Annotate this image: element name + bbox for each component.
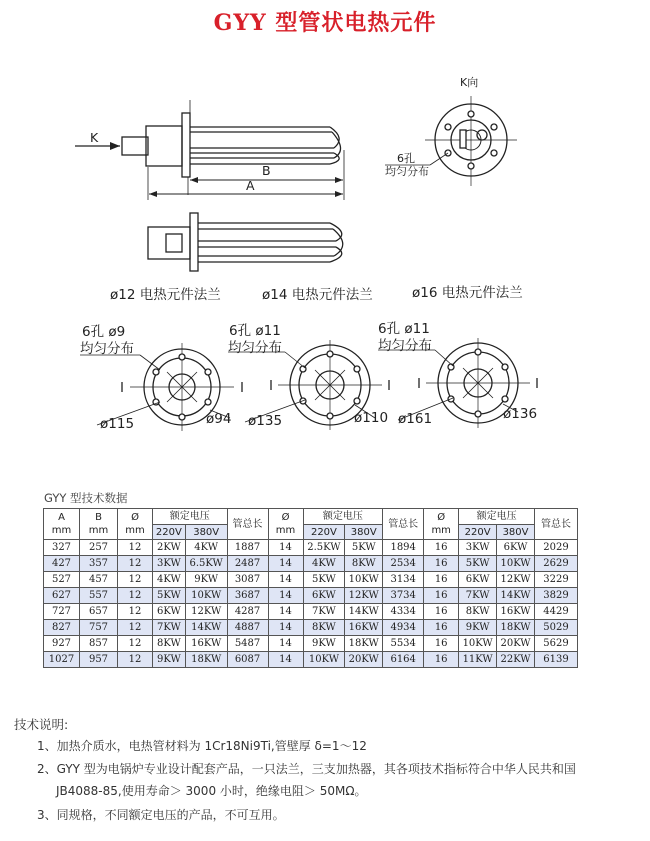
flange-1-outer: ø115 (100, 416, 135, 432)
table-cell: 1027 (44, 652, 80, 668)
table-cell: 4334 (383, 604, 424, 620)
table-cell: 16 (424, 556, 459, 572)
note-item: 3、同规格，不同额定电压的产品，不可互用。 (37, 808, 285, 822)
table-cell: 2629 (535, 556, 578, 572)
k-view-dist-label: 均匀分布 (385, 165, 429, 178)
table-cell: 6139 (535, 652, 578, 668)
table-cell: 7KW (303, 604, 345, 620)
table-cell: 5KW (345, 540, 383, 556)
table-cell: 527 (44, 572, 80, 588)
spec-table (43, 508, 578, 668)
table-cell: 1894 (383, 540, 424, 556)
table-cell: 6KW (303, 588, 345, 604)
table-cell: 957 (80, 652, 118, 668)
table-cell: 327 (44, 540, 80, 556)
heater-side-view-2 (148, 213, 343, 271)
table-cell: 12 (118, 636, 153, 652)
table-cell: 857 (80, 636, 118, 652)
flange-1-holes: 6孔 ø9 (82, 324, 126, 340)
table-cell: 3229 (535, 572, 578, 588)
table-cell: 2029 (535, 540, 578, 556)
table-cell: 557 (80, 588, 118, 604)
dim-b-label: B (262, 163, 271, 178)
table-cell: 6KW (497, 540, 535, 556)
col-voltage-12: 额定电压 (153, 509, 228, 525)
table-cell: 2KW (153, 540, 186, 556)
table-cell: 8KW (459, 604, 497, 620)
flange-1-inner: ø94 (206, 411, 232, 427)
table-cell: 4KW (153, 572, 186, 588)
table-row (44, 636, 578, 652)
table-cell: 4934 (383, 620, 424, 636)
table-cell: 12 (118, 604, 153, 620)
table-cell: 18KW (497, 620, 535, 636)
table-cell: 657 (80, 604, 118, 620)
table-cell: 10KW (345, 572, 383, 588)
table-cell: 6KW (459, 572, 497, 588)
table-cell: 18KW (345, 636, 383, 652)
table-cell: 5KW (303, 572, 345, 588)
table-header-row (44, 509, 578, 525)
table-cell: 12 (118, 556, 153, 572)
notes-heading: 技术说明: (14, 717, 69, 732)
table-cell: 10KW (185, 588, 227, 604)
table-cell: 3087 (227, 572, 268, 588)
table-cell: 2534 (383, 556, 424, 572)
table-cell: 9KW (185, 572, 227, 588)
table-cell: 14 (268, 604, 303, 620)
col-phi-14: Ø mm (268, 509, 303, 540)
table-cell: 3134 (383, 572, 424, 588)
col-voltage-14: 额定电压 (303, 509, 383, 525)
col-220v: 220V (153, 525, 186, 540)
table-cell: 8KW (345, 556, 383, 572)
table-cell: 3734 (383, 588, 424, 604)
flange-2-inner: ø110 (354, 410, 389, 426)
k-view-holes-label: 6孔 (397, 152, 415, 165)
note-item: 2、GYY 型为电锅炉专业设计配套产品，一只法兰，三支加热器，其各项技术指标符合中华人民共和国 (37, 762, 576, 776)
table-cell: 12 (118, 620, 153, 636)
flange-2-holes: 6孔 ø11 (229, 323, 281, 339)
col-220v: 220V (459, 525, 497, 540)
col-b: B mm (80, 509, 118, 540)
table-cell: 8KW (153, 636, 186, 652)
table-cell: 12KW (185, 604, 227, 620)
table-cell: 9KW (303, 636, 345, 652)
table-cell: 14 (268, 636, 303, 652)
page-title: GYY 型管状电热元件 (213, 10, 437, 36)
col-length-16: 管总长 (535, 509, 578, 540)
table-row (44, 620, 578, 636)
flange-3-dist: 均匀分布 (378, 338, 432, 354)
col-380v: 380V (185, 525, 227, 540)
table-cell: 14KW (345, 604, 383, 620)
table-cell: 9KW (153, 652, 186, 668)
table-cell: 14 (268, 652, 303, 668)
table-cell: 9KW (459, 620, 497, 636)
table-cell: 1887 (227, 540, 268, 556)
col-380v: 380V (345, 525, 383, 540)
table-cell: 5KW (153, 588, 186, 604)
table-cell: 5KW (459, 556, 497, 572)
col-length-14: 管总长 (383, 509, 424, 540)
table-cell: 12 (118, 588, 153, 604)
heater-side-view (75, 100, 344, 200)
table-cell: 427 (44, 556, 80, 572)
col-phi-12: Ø mm (118, 509, 153, 540)
table-cell: 10KW (459, 636, 497, 652)
col-length-12: 管总长 (227, 509, 268, 540)
table-cell: 20KW (497, 636, 535, 652)
table-cell: 927 (44, 636, 80, 652)
table-row (44, 652, 578, 668)
note-item: JB4088-85,使用寿命＞ 3000 小时，绝缘电阻＞ 50MΩ。 (56, 784, 367, 798)
col-220v: 220V (303, 525, 345, 540)
table-cell: 12KW (497, 572, 535, 588)
table-cell: 14 (268, 540, 303, 556)
k-view-label: K向 (460, 76, 479, 89)
table-cell: 10KW (497, 556, 535, 572)
table-cell: 4429 (535, 604, 578, 620)
col-380v: 380V (497, 525, 535, 540)
table-cell: 5487 (227, 636, 268, 652)
col-phi-16: Ø mm (424, 509, 459, 540)
table-cell: 12KW (345, 588, 383, 604)
flange-1-dist: 均匀分布 (80, 341, 134, 357)
table-title: GYY 型技术数据 (44, 491, 128, 505)
flange-3-outer: ø161 (398, 411, 433, 427)
table-cell: 4KW (303, 556, 345, 572)
table-cell: 20KW (345, 652, 383, 668)
table-cell: 6KW (153, 604, 186, 620)
table-cell: 16 (424, 604, 459, 620)
table-cell: 14 (268, 620, 303, 636)
table-cell: 6087 (227, 652, 268, 668)
table-cell: 16 (424, 540, 459, 556)
table-cell: 18KW (185, 652, 227, 668)
table-cell: 16KW (185, 636, 227, 652)
table-cell: 6164 (383, 652, 424, 668)
table-row (44, 540, 578, 556)
k-arrow-label: K (90, 130, 99, 145)
flange-3-inner: ø136 (503, 406, 538, 422)
table-cell: 3KW (153, 556, 186, 572)
dim-a-label: A (246, 178, 255, 193)
table-cell: 357 (80, 556, 118, 572)
caption-flange-12: ø12 电热元件法兰 (110, 287, 221, 303)
table-cell: 457 (80, 572, 118, 588)
table-cell: 16 (424, 572, 459, 588)
table-cell: 10KW (303, 652, 345, 668)
table-cell: 727 (44, 604, 80, 620)
table-cell: 6.5KW (185, 556, 227, 572)
table-cell: 627 (44, 588, 80, 604)
table-cell: 2487 (227, 556, 268, 572)
table-row (44, 588, 578, 604)
table-cell: 5534 (383, 636, 424, 652)
table-cell: 7KW (459, 588, 497, 604)
col-voltage-16: 额定电压 (459, 509, 535, 525)
table-cell: 4KW (185, 540, 227, 556)
table-cell: 12 (118, 652, 153, 668)
table-row (44, 572, 578, 588)
table-cell: 3829 (535, 588, 578, 604)
table-cell: 5629 (535, 636, 578, 652)
col-a: A mm (44, 509, 80, 540)
table-cell: 16KW (497, 604, 535, 620)
table-cell: 12 (118, 540, 153, 556)
table-cell: 14 (268, 588, 303, 604)
table-cell: 16 (424, 652, 459, 668)
table-cell: 14 (268, 572, 303, 588)
table-cell: 3KW (459, 540, 497, 556)
table-cell: 7KW (153, 620, 186, 636)
table-cell: 4887 (227, 620, 268, 636)
table-cell: 16KW (345, 620, 383, 636)
flange-3-holes: 6孔 ø11 (378, 321, 430, 337)
table-cell: 5029 (535, 620, 578, 636)
table-row (44, 556, 578, 572)
table-cell: 827 (44, 620, 80, 636)
table-cell: 3687 (227, 588, 268, 604)
table-cell: 8KW (303, 620, 345, 636)
table-cell: 757 (80, 620, 118, 636)
table-cell: 257 (80, 540, 118, 556)
table-cell: 2.5KW (303, 540, 345, 556)
table-cell: 16 (424, 636, 459, 652)
table-cell: 14KW (185, 620, 227, 636)
table-cell: 12 (118, 572, 153, 588)
caption-flange-16: ø16 电热元件法兰 (412, 285, 523, 301)
flange-2-outer: ø135 (248, 413, 283, 429)
table-cell: 16 (424, 620, 459, 636)
table-cell: 14KW (497, 588, 535, 604)
table-row (44, 604, 578, 620)
table-cell: 16 (424, 588, 459, 604)
caption-flange-14: ø14 电热元件法兰 (262, 287, 373, 303)
table-cell: 11KW (459, 652, 497, 668)
note-item: 1、加热介质水，电热管材料为 1Cr18Ni9Ti,管壁厚 δ=1～12 (37, 739, 367, 753)
table-cell: 14 (268, 556, 303, 572)
table-cell: 22KW (497, 652, 535, 668)
flange-2-dist: 均匀分布 (228, 340, 282, 356)
table-cell: 4287 (227, 604, 268, 620)
